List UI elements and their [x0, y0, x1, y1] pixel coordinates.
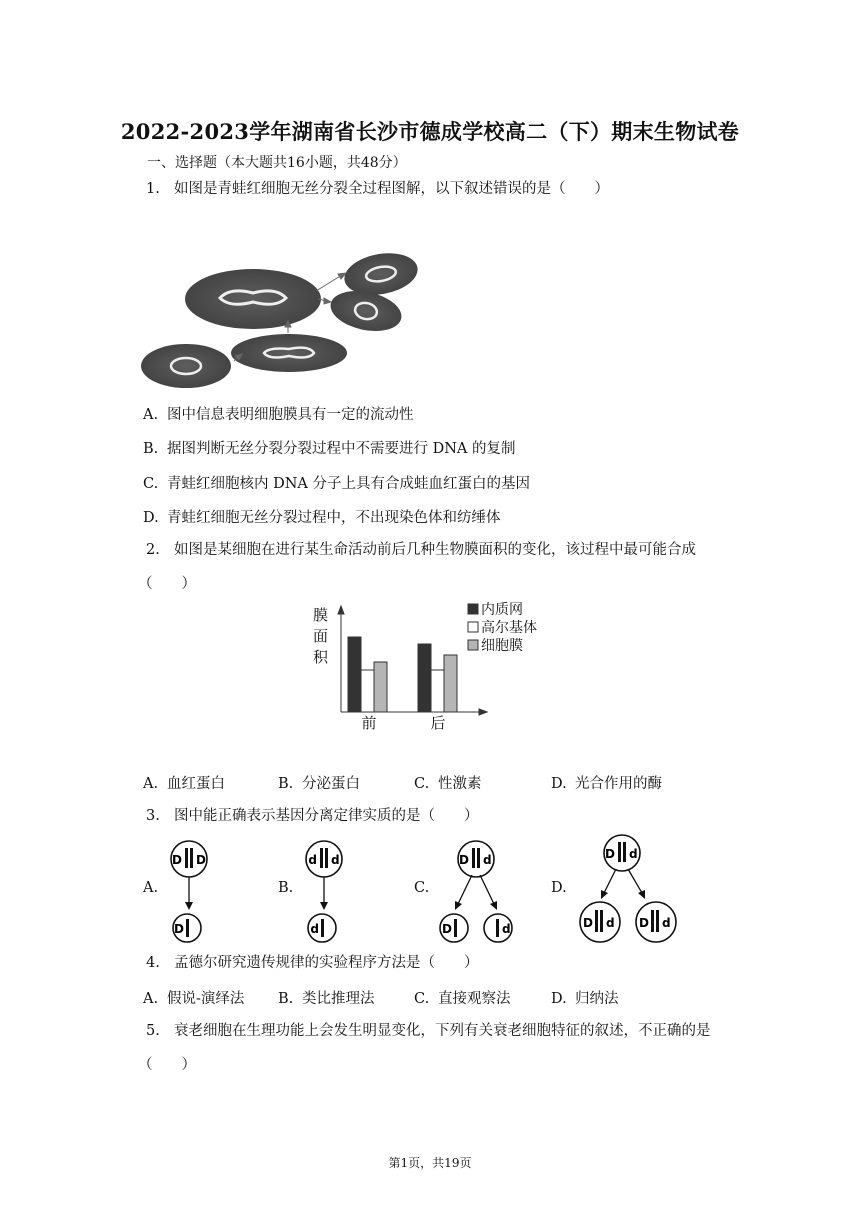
question-text: 如图是青蛙红细胞无丝分裂全过程图解，以下叙述错误的是（ ）	[174, 181, 609, 197]
allele-label: d	[606, 916, 615, 930]
option-3a[interactable]: A.	[143, 880, 159, 896]
question-3	[146, 806, 479, 826]
diagram-3c	[436, 838, 526, 946]
question-5	[146, 1021, 711, 1041]
x-tick-labels	[361, 714, 445, 732]
y-axis-label-char-2: 面	[313, 627, 329, 645]
allele-label: D	[196, 853, 206, 867]
allele-label: d	[308, 853, 317, 867]
bar-高尔基体-后	[431, 670, 444, 712]
cell-stage-4b	[327, 285, 405, 337]
question-4	[146, 953, 479, 973]
option-3d[interactable]: D.	[551, 880, 567, 896]
allele-label: D	[583, 916, 593, 930]
diagram-3a	[165, 838, 225, 946]
allele-label: D	[174, 922, 184, 936]
question-2-paren: （ ）	[138, 576, 196, 592]
y-axis-arrow	[338, 606, 344, 614]
cell-stage-3	[185, 269, 321, 329]
option-1c[interactable]: C. 青蛙红细胞核内 DNA 分子上具有合成蛙血红蛋白的基因	[143, 476, 531, 492]
option-4b[interactable]: B. 类比推理法	[278, 991, 375, 1007]
option-4d[interactable]: D. 归纳法	[551, 991, 619, 1007]
allele-label: d	[331, 853, 340, 867]
allele-label: d	[629, 847, 638, 861]
page-title: 2022-2023学年湖南省长沙市德成学校高二（下）期末生物试卷	[120, 119, 740, 144]
allele-label: d	[662, 916, 671, 930]
legend-label-membrane: 细胞膜	[481, 638, 523, 654]
option-1b[interactable]: B. 据图判断无丝分裂分裂过程中不需要进行 DNA 的复制	[143, 441, 516, 457]
y-axis-label-char-3: 积	[313, 648, 329, 666]
legend	[468, 601, 537, 654]
membrane-area-chart	[305, 600, 555, 735]
x-tick-label-before: 前	[361, 714, 377, 732]
question-text: 衰老细胞在生理功能上会发生明显变化，下列有关衰老细胞特征的叙述，不正确的是	[174, 1023, 711, 1039]
section-heading: 一、选择题（本大题共16小题，共48分）	[147, 155, 407, 171]
legend-swatch-membrane	[468, 640, 478, 650]
option-3b[interactable]: B.	[278, 880, 294, 896]
diagram-3b	[300, 838, 360, 946]
question-number: 4.	[146, 955, 160, 971]
cell-stage-2	[231, 334, 347, 372]
diagram-3d	[574, 833, 684, 946]
question-number: 1.	[146, 181, 160, 197]
bar-内质网-前	[348, 637, 361, 712]
cell-stage-1	[141, 344, 231, 388]
question-5-paren: （ ）	[138, 1057, 196, 1073]
x-axis-arrow	[479, 709, 487, 715]
allele-label: D	[605, 847, 615, 861]
amitosis-figure	[138, 243, 428, 393]
y-axis-label	[313, 606, 329, 666]
option-2b[interactable]: B. 分泌蛋白	[278, 776, 360, 792]
question-text: 如图是某细胞在进行某生命活动前后几种生物膜面积的变化，该过程中最可能合成	[174, 542, 696, 558]
option-4c[interactable]: C. 直接观察法	[414, 991, 511, 1007]
question-1	[146, 179, 609, 199]
option-1d[interactable]: D. 青蛙红细胞无丝分裂过程中，不出现染色体和纺缍体	[143, 510, 501, 526]
option-3c[interactable]: C.	[414, 880, 430, 896]
bar-高尔基体-前	[361, 670, 374, 712]
option-1a[interactable]: A. 图中信息表明细胞膜具有一定的流动性	[143, 407, 414, 423]
allele-label: D	[459, 853, 469, 867]
allele-label: d	[483, 853, 492, 867]
allele-label: D	[442, 922, 452, 936]
option-2d[interactable]: D. 光合作用的酶	[551, 776, 662, 792]
legend-swatch-er	[468, 604, 478, 614]
bars	[348, 637, 457, 712]
option-4a[interactable]: A. 假说-演绎法	[143, 991, 245, 1007]
allele-label: d	[310, 922, 319, 936]
option-2a[interactable]: A. 血红蛋白	[143, 776, 225, 792]
page-footer: 第1页，共19页	[388, 1156, 472, 1170]
bar-细胞膜-后	[444, 655, 457, 712]
question-number: 5.	[146, 1023, 160, 1039]
legend-swatch-golgi	[468, 622, 478, 632]
question-number: 3.	[146, 808, 160, 824]
bar-内质网-后	[418, 644, 431, 712]
allele-label: D	[172, 853, 182, 867]
y-axis-label-char-1: 膜	[313, 606, 329, 624]
question-2	[146, 540, 696, 560]
question-text: 图中能正确表示基因分离定律实质的是（ ）	[174, 808, 479, 824]
allele-label: D	[639, 916, 649, 930]
legend-label-er: 内质网	[481, 602, 523, 618]
x-tick-label-after: 后	[430, 714, 446, 732]
bar-细胞膜-前	[374, 662, 387, 712]
option-2c[interactable]: C. 性激素	[414, 776, 482, 792]
question-text: 孟德尔研究遗传规律的实验程序方法是（ ）	[174, 955, 479, 971]
legend-label-golgi: 高尔基体	[481, 620, 537, 636]
question-number: 2.	[146, 542, 160, 558]
allele-label: d	[502, 922, 511, 936]
